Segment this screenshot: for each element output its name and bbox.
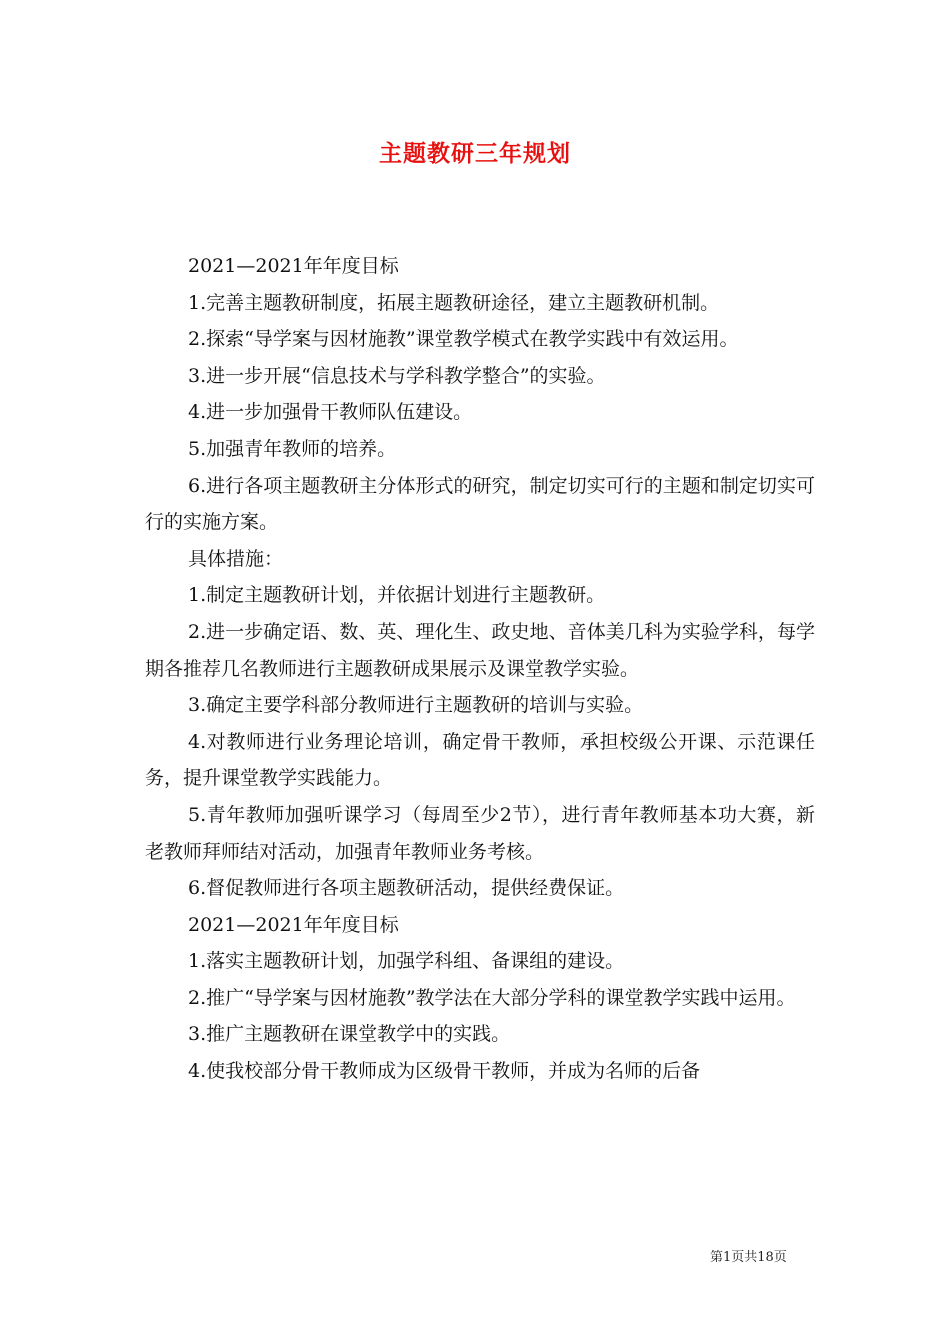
page-number: 第1页共18页 [710,1250,787,1265]
section-heading: 具体措施： [188,547,284,570]
paragraph: 2.进一步确定语、数、英、理化生、政史地、音体美几科为实验学科，每学期各推荐几名教师进行主题教研成果展示及课堂教学实验。 [145,620,815,680]
paragraph: 1.完善主题教研制度，拓展主题教研途径，建立主题教研机制。 [188,291,720,314]
paragraph: 4.对教师进行业务理论培训，确定骨干教师，承担校级公开课、示范课任务，提升课堂教学实践能力。 [145,730,815,790]
paragraph: 2.推广“导学案与因材施教”教学法在大部分学科的课堂教学实践中运用。 [188,986,796,1009]
paragraph: 5.青年教师加强听课学习（每周至少2节），进行青年教师基本功大赛，新老教师拜师结对活动，加强青年教师业务考核。 [145,803,815,863]
paragraph: 1.落实主题教研计划，加强学科组、备课组的建设。 [188,950,625,973]
paragraph: 4.进一步加强骨干教师队伍建设。 [188,401,473,424]
paragraph: 6.督促教师进行各项主题教研活动，提供经费保证。 [188,877,625,900]
paragraph: 3.进一步开展“信息技术与学科教学整合”的实验。 [188,364,606,387]
paragraph: 4.使我校部分骨干教师成为区级骨干教师，并成为名师的后备 [188,1060,701,1083]
paragraph: 5.加强青年教师的培养。 [188,437,397,460]
paragraph: 3.确定主要学科部分教师进行主题教研的培训与实验。 [188,694,644,717]
paragraph: 1.制定主题教研计划，并依据计划进行主题教研。 [188,584,606,607]
document-title: 主题教研三年规划 [379,140,571,167]
paragraph: 2021—2021年年度目标 [188,913,399,936]
paragraph: 2.探索“导学案与因材施教”课堂教学模式在教学实践中有效运用。 [188,328,739,351]
paragraph: 2021—2021年年度目标 [188,255,399,277]
document-body [145,248,815,1090]
paragraph: 3.推广主题教研在课堂教学中的实践。 [188,1023,511,1046]
paragraph: 6.进行各项主题教研主分体形式的研究，制定切实可行的主题和制定切实可行的实施方案。 [145,474,815,534]
